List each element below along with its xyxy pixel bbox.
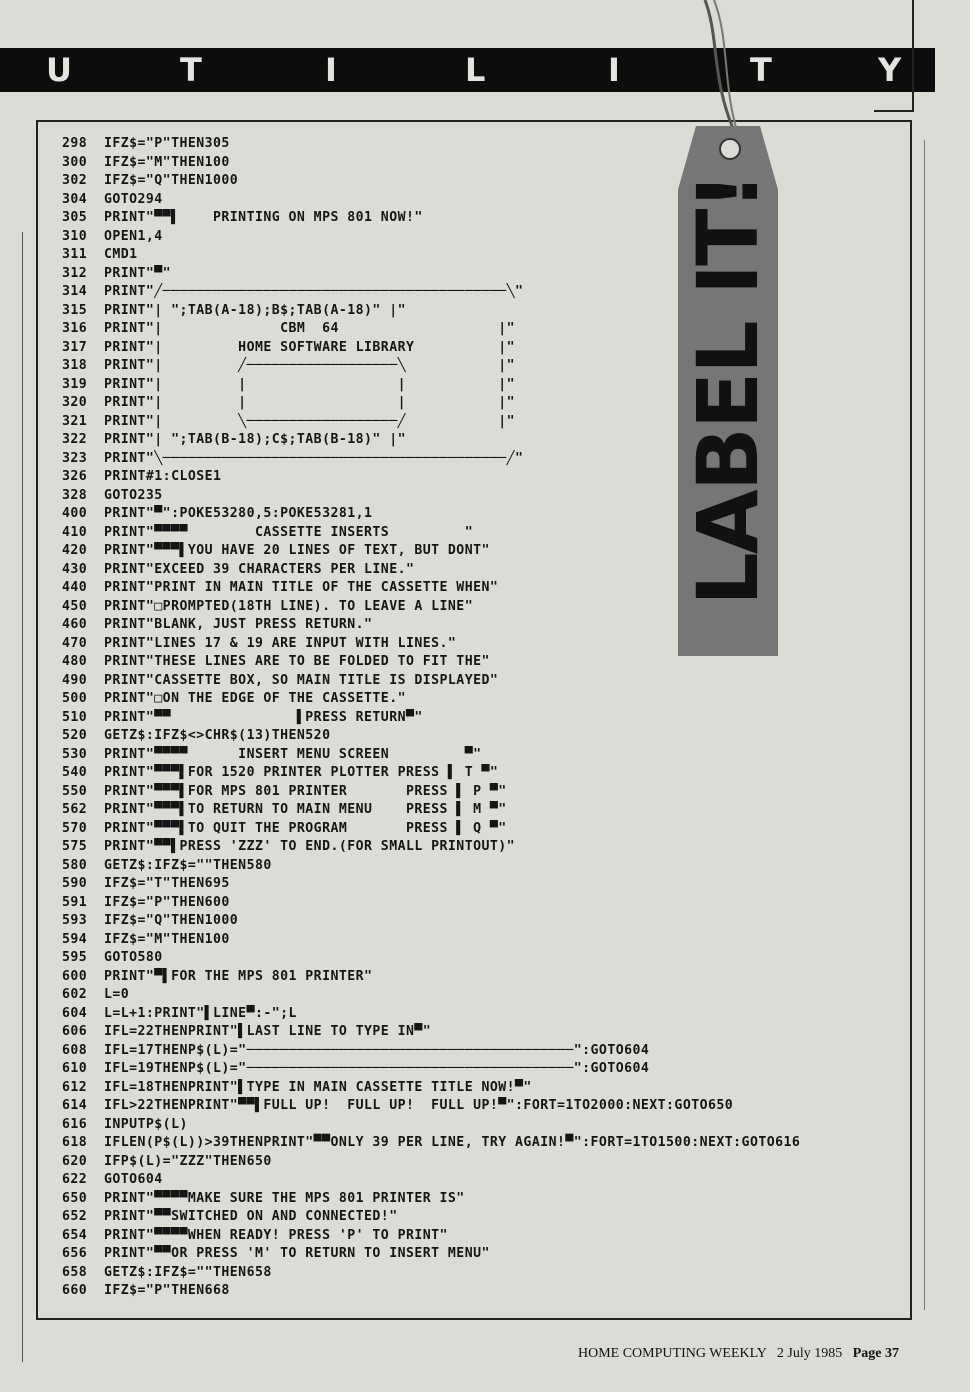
- code-line: 304 GOTO294: [62, 191, 163, 207]
- tag-title: LABEL IT!: [679, 174, 777, 606]
- code-line: 593 IFZ$="Q"THEN1000: [62, 913, 239, 928]
- code-line: 323 PRINT"╲─────────────────────────────────────────╱": [62, 450, 524, 466]
- code-line: 618 IFLEN(P$(L))>39THENPRINT"▀▀ONLY 39 PER LINE, TRY AGAIN!▀":FORT=1TO1500:NEXT:GOTO616: [62, 1135, 801, 1150]
- code-line: 510 PRINT"▀▀ ▌PRESS RETURN▀": [62, 709, 423, 725]
- banner-letter: Y: [878, 51, 904, 89]
- code-line: 460 PRINT"BLANK, JUST PRESS RETURN.": [62, 617, 373, 632]
- code-line: 317 PRINT"| HOME SOFTWARE LIBRARY |": [62, 339, 516, 355]
- banner-letter: U: [46, 51, 74, 89]
- code-line: 604 L=L+1:PRINT"▌LINE▀:-";L: [62, 1005, 297, 1021]
- code-line: 590 IFZ$="T"THEN695: [62, 876, 230, 891]
- code-line: 322 PRINT"| ";TAB(B-18);C$;TAB(B-18)" |": [62, 432, 406, 447]
- code-line: 316 PRINT"| CBM 64 |": [62, 321, 516, 336]
- code-line: 575 PRINT"▀▀▌PRESS 'ZZZ' TO END.(FOR SMALL PRINTOUT)": [62, 839, 516, 854]
- code-line: 550 PRINT"▀▀▀▌FOR MPS 801 PRINTER PRESS ▌ P ▀": [62, 783, 507, 799]
- code-line: 298 IFZ$="P"THEN305: [62, 136, 230, 151]
- code-line: 430 PRINT"EXCEED 39 CHARACTERS PER LINE.": [62, 561, 415, 577]
- code-line: 652 PRINT"▀▀SWITCHED ON AND CONNECTED!": [62, 1209, 398, 1224]
- code-line: 470 PRINT"LINES 17 & 19 ARE INPUT WITH LINES.": [62, 635, 457, 651]
- code-line: 318 PRINT"| ╱──────────────────╲ |": [62, 358, 516, 373]
- code-line: 540 PRINT"▀▀▀▌FOR 1520 PRINTER PLOTTER PRESS ▌ T ▀": [62, 765, 499, 780]
- code-line: 315 PRINT"| ";TAB(A-18);B$;TAB(A-18)" |": [62, 302, 406, 318]
- code-line: 410 PRINT"▀▀▀▀ CASSETTE INSERTS ": [62, 524, 474, 540]
- code-line: 500 PRINT"□ON THE EDGE OF THE CASSETTE.": [62, 691, 406, 706]
- code-line: 594 IFZ$="M"THEN100: [62, 931, 230, 947]
- code-line: 658 GETZ$:IFZ$=""THEN658: [62, 1264, 272, 1280]
- code-line: 420 PRINT"▀▀▀▌YOU HAVE 20 LINES OF TEXT, BUT DONT": [62, 543, 490, 558]
- code-line: 440 PRINT"PRINT IN MAIN TITLE OF THE CASSETTE WHEN": [62, 580, 499, 595]
- code-line: 312 PRINT"▀": [62, 265, 172, 281]
- code-line: 305 PRINT"▀▀▌ PRINTING ON MPS 801 NOW!": [62, 210, 423, 225]
- code-line: 606 IFL=22THENPRINT"▌LAST LINE TO TYPE IN▀": [62, 1024, 432, 1039]
- banner-letter: I: [325, 51, 339, 89]
- section-banner: [0, 48, 935, 92]
- code-line: 600 PRINT"▀▌FOR THE MPS 801 PRINTER": [62, 968, 373, 984]
- code-line: 608 IFL=17THENP$(L)="───────────────────────────────────────":GOTO604: [62, 1042, 650, 1058]
- code-line: 656 PRINT"▀▀OR PRESS 'M' TO RETURN TO INSERT MENU": [62, 1246, 490, 1261]
- column-rule: [22, 232, 23, 1362]
- banner-letter: I: [608, 51, 622, 89]
- code-line: 300 IFZ$="M"THEN100: [62, 154, 230, 170]
- code-line: 580 GETZ$:IFZ$=""THEN580: [62, 857, 272, 873]
- page-number: Page 37: [852, 1346, 899, 1361]
- code-line: 520 GETZ$:IFZ$<>CHR$(13)THEN520: [62, 728, 331, 743]
- code-line: 570 PRINT"▀▀▀▌TO QUIT THE PROGRAM PRESS ▌ Q ▀": [62, 820, 507, 836]
- column-rule: [924, 140, 925, 1310]
- code-line: 622 GOTO604: [62, 1172, 163, 1187]
- code-line: 490 PRINT"CASSETTE BOX, SO MAIN TITLE IS DISPLAYED": [62, 672, 499, 688]
- code-line: 591 IFZ$="P"THEN600: [62, 894, 230, 910]
- code-line: 616 INPUTP$(L): [62, 1116, 188, 1132]
- code-line: 620 IFP$(L)="ZZZ"THEN650: [62, 1153, 272, 1169]
- code-line: 400 PRINT"▀":POKE53280,5:POKE53281,1: [62, 506, 373, 521]
- code-line: 311 CMD1: [62, 247, 138, 262]
- page-footer: [578, 1346, 948, 1362]
- corner-decoration: [874, 0, 914, 112]
- issue-date: 2 July 1985: [776, 1346, 843, 1361]
- code-line: 319 PRINT"| | | |": [62, 376, 516, 392]
- code-line: 660 IFZ$="P"THEN668: [62, 1283, 230, 1298]
- banner-letter: L: [465, 51, 488, 89]
- code-line: 562 PRINT"▀▀▀▌TO RETURN TO MAIN MENU PRESS ▌ M ▀": [62, 802, 507, 817]
- code-line: 614 IFL>22THENPRINT"▀▀▌FULL UP! FULL UP! FULL UP!▀":FORT=1TO2000:NEXT:GOTO650: [62, 1098, 734, 1113]
- code-line: 650 PRINT"▀▀▀▀MAKE SURE THE MPS 801 PRINTER IS": [62, 1190, 465, 1206]
- banner-letter: T: [750, 51, 774, 89]
- code-line: 310 OPEN1,4: [62, 228, 163, 244]
- code-line: 530 PRINT"▀▀▀▀ INSERT MENU SCREEN ▀": [62, 746, 482, 762]
- code-line: 314 PRINT"╱─────────────────────────────────────────╲": [62, 284, 524, 299]
- code-line: 302 IFZ$="Q"THEN1000: [62, 173, 239, 188]
- code-line: 480 PRINT"THESE LINES ARE TO BE FOLDED TO FIT THE": [62, 654, 490, 669]
- code-line: 602 L=0: [62, 987, 130, 1002]
- code-line: 612 IFL=18THENPRINT"▌TYPE IN MAIN CASSETTE TITLE NOW!▀": [62, 1079, 532, 1095]
- code-line: 450 PRINT"□PROMPTED(18TH LINE). TO LEAVE A LINE": [62, 598, 474, 614]
- magazine-name: HOME COMPUTING WEEKLY: [578, 1346, 767, 1361]
- banner-letter: T: [180, 51, 204, 89]
- code-line: 654 PRINT"▀▀▀▀WHEN READY! PRESS 'P' TO PRINT": [62, 1227, 448, 1243]
- code-line: 595 GOTO580: [62, 950, 163, 965]
- code-line: 326 PRINT#1:CLOSE1: [62, 469, 222, 484]
- code-line: 321 PRINT"| ╲──────────────────╱ |": [62, 413, 516, 429]
- code-line: 610 IFL=19THENP$(L)="───────────────────────────────────────":GOTO604: [62, 1061, 650, 1076]
- code-line: 328 GOTO235: [62, 487, 163, 503]
- code-line: 320 PRINT"| | | |": [62, 395, 516, 410]
